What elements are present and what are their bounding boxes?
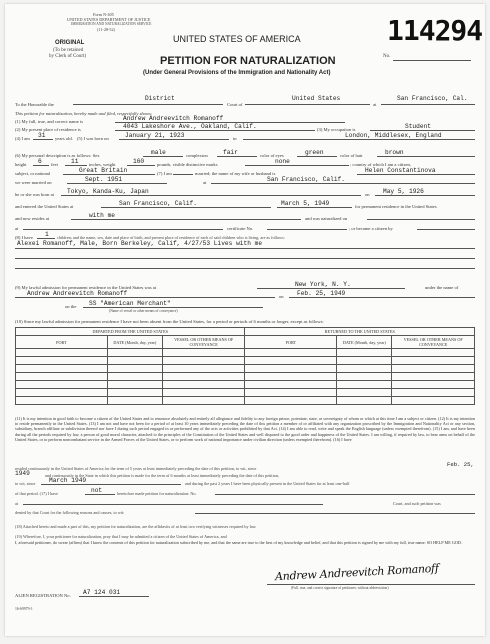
denied-text: denied by that Court for the following reasons and causes, to wit: [15, 510, 125, 515]
weight: 160 [133, 158, 145, 165]
resided-since: Feb. 25, [447, 461, 474, 468]
admission-name: Andrew Andreevitch Romanoff [27, 290, 128, 297]
alien-reg-number: A7 124 031 [83, 589, 121, 596]
spouse-at-label: at [15, 226, 19, 231]
children-label: (8) I have [15, 235, 33, 240]
table-row [16, 397, 475, 405]
entered-suffix: for permanent residence in the United States [355, 204, 437, 209]
spouse-born-label: he or she was born at [15, 192, 54, 197]
oath-text: I, aforesaid petitioner, do swear (affirm) that I know the contents of this petition for naturalization subscribed by me, and that the same are true to the best of my knowledge and belief, and that this petition is signed by me with my full, true name: SO HELP ME GOD. [15, 540, 462, 545]
stamp-number: 114294 [387, 14, 483, 47]
eyes-label: color of eyes [260, 153, 284, 158]
occupation: Student [405, 123, 431, 130]
inches-label: inches, weight [89, 162, 116, 167]
number-label: No. [383, 54, 391, 59]
form-date: (11-28-52) [97, 27, 115, 32]
hair-label: color of hair [340, 153, 363, 158]
height-inches: 11 [71, 158, 79, 165]
occupation-label: (3) My occupation is [317, 127, 356, 132]
field-1-label: (1) My full, true, and correct name is [15, 119, 83, 124]
distinctive-marks: none [275, 158, 290, 165]
petition-text: of that period. (17) I have [15, 491, 59, 496]
naturalized-label: and was naturalized on [305, 216, 348, 221]
field-2-label: (2) My present place of residence is [15, 127, 81, 132]
birth-date: January 21, 1923 [125, 132, 185, 139]
absence-label: (10) Since my lawful admission for permanent residence I have not been absent from the United States, for a period or periods of 6 months or longer, except as follows: [15, 319, 324, 324]
spouse-birthplace: Tokyo, Kanda-Ku, Japan [67, 188, 149, 195]
admission-name-label: under the name of [425, 285, 459, 290]
nationality: Great Britain [79, 167, 128, 174]
court-text: Court, and such petition was [393, 501, 441, 506]
vessel-label: on the [65, 304, 77, 309]
page-title: PETITION FOR NATURALIZATION [160, 55, 336, 67]
table-row [16, 389, 475, 397]
attached-text: (18) Attached hereto and made a part of this, my petition for naturalization, are the affidavits of at least two verifying witnesses required by law. [15, 524, 257, 529]
original-label: ORIGINAL [55, 40, 85, 46]
height-label: height [15, 162, 27, 167]
signature-caption: (Full, true, and correct signature of petitioner, without abbreviation) [291, 586, 389, 590]
weight-label: pounds, visible distinctive marks [157, 162, 218, 167]
col-port-departed: PORT [16, 336, 108, 349]
complexion-label: complexion [186, 153, 208, 158]
original-note-2: by Clerk of Court) [49, 54, 87, 59]
children-count: 1 [45, 231, 49, 238]
admission-date: Feb. 25, 1949 [297, 290, 346, 297]
petition-value: not [91, 487, 103, 494]
absence-table [15, 327, 475, 405]
table-row [16, 357, 475, 365]
admission-on-label: on [279, 294, 284, 299]
residence: 4043 Lakeshore Ave., Oakland, Calif. [123, 123, 257, 130]
spouse-name: Helen Constantinova [365, 167, 436, 174]
state-text: and continuously in the State in which this petition is made for the term of 6 months at least immediately preceding the date of this petition, [45, 473, 279, 478]
court-city: San Francisco, Cal. [397, 95, 468, 102]
table-row [16, 381, 475, 389]
born-label: (5) I was born on [77, 136, 109, 141]
alien-reg-label: ALIEN REGISTRATION No. [15, 593, 71, 598]
admission-place: New York, N. Y. [295, 281, 351, 288]
marriage-place: San Francisco, Calif. [267, 176, 345, 183]
state-since: March 1949 [49, 477, 87, 484]
admission-label: (9) My lawful admission for permanent residence in the United States was at [15, 285, 157, 290]
feet-label: feet [51, 162, 58, 167]
naturalization-petition [5, 4, 485, 636]
married-label: (7) I am [157, 171, 172, 176]
intro-text: This petition for naturalization, hereby made and filed, respectfully shows: [15, 111, 153, 116]
spouse-born-on-label: on [365, 192, 370, 197]
subject-label: subject, or national [15, 171, 51, 176]
certificate-label: certificate No. [227, 226, 254, 231]
vessel-name: SS "American Merchant" [89, 300, 171, 307]
physical-text: and during the past 2 years I have been physically present in the United States for at least one-half [185, 481, 350, 486]
birth-place: London, Middlesex, England [345, 132, 442, 139]
departed-header: DEPARTED FROM THE UNITED STATES [16, 328, 245, 336]
children-text: children; and the name, sex, date and place of birth, and present place of residence of each of said children who is living, are as follows: [57, 235, 285, 240]
col-date-returned: DATE (Month, day, year) [337, 336, 392, 349]
spouse-residence: with me [89, 212, 115, 219]
birth-in-label: in [233, 136, 237, 141]
hair-color: brown [385, 149, 404, 156]
table-row [16, 349, 475, 357]
returned-header: RETURNED TO THE UNITED STATES [245, 328, 475, 336]
spouse-birthdate: May 5, 1926 [383, 188, 424, 195]
resides-label: and now resides at [15, 216, 50, 221]
married-text: married; the name of my wife or husband is [195, 171, 276, 176]
department: UNITED STATES DEPARTMENT OF JUSTICE [67, 17, 151, 22]
petitioner-name: Andrew Andreevitch Romanoff [123, 115, 224, 122]
resided-year: 1949 [15, 470, 30, 477]
page-subtitle: (Under General Provisions of the Immigration and Nationality Act) [143, 70, 331, 76]
married-on-label: we were married on [15, 180, 52, 185]
resided-label: resided continuously in the United States of America for the term of 5 years at least immediately preceding the date of this petition, to wit, since [15, 466, 257, 471]
entered-label: and entered the United States at [15, 204, 74, 209]
vessel-note: (Name of vessel or other means of conveyance) [109, 309, 178, 313]
col-vessel-returned: VESSEL OR OTHER MEANS OF CONVEYANCE [392, 336, 475, 349]
entry-place: San Francisco, Calif. [119, 200, 197, 207]
citizen-by-label: ; or became a citizen by [349, 226, 393, 231]
eye-color: green [305, 149, 324, 156]
original-note-1: (To be retained [53, 48, 84, 53]
country-label: ; country of which I am a citizen, [350, 162, 411, 167]
col-vessel-departed: VESSEL OR OTHER MEANS OF CONVEYANCE [162, 336, 245, 349]
wit-label: to wit, since [15, 481, 36, 486]
height-feet: 6 [38, 158, 42, 165]
table-row [16, 373, 475, 381]
declaration-paragraph: (11) It is my intention in good faith to become a citizen of the United States and to renounce absolutely and entirely all allegiance and fidelity to any foreign prince, potentate, state, or sovereignty of whom or which at this time I am a subject or citizen. (12) It is my intention to reside permanently in the United States. (13) I am not and have not been for a period of at least 10 years immediately preceding the date of this petition a member of or affiliated with any organization proscribed by the Immigration and Nationality Act or any section, subsidiary, branch affiliate or subdivision thereof nor have I during such period engaged in or performed any of the acts or activities prohibited by that Act. (14) I am able to read, write and speak the English language (unless exempted therefrom). (15) I am, and have been during all the periods required by law, a person of good moral character, attached to the principles of the Constitution of the United States and well disposed to the good order and happiness of the United States. I am willing, if required by law, to bear arms on behalf of the United States, or to perform noncombatant service in the Armed Forces of the United States, or to perform work of national importance under civilian direction (unless exempted therefrom). (16) I have [15, 416, 475, 442]
to-label: To the Honorable the [15, 102, 54, 107]
years-label: years old. [55, 136, 73, 141]
footer-code: 16-69979-1 [15, 607, 33, 611]
table-row [16, 365, 475, 373]
age: 31 [38, 132, 46, 139]
wherefore-text: (19) Wherefore, I, your petitioner for naturalization, pray that I may be admitted a citizen of the United States of America, and [15, 534, 227, 539]
form-number: Form N-405 [93, 12, 114, 17]
field-4-label: (4) I am [15, 136, 30, 141]
sex: male [151, 149, 166, 156]
service: IMMIGRATION AND NATURALIZATION SERVICE [71, 22, 152, 26]
petition-suffix: heretofore made petition for naturalization: No. [117, 491, 197, 496]
court-at-label: at [15, 501, 19, 506]
col-date-departed: DATE (Month, day, year) [107, 336, 162, 349]
petitioner-signature: Andrew Andreevitch Romanoff [274, 561, 439, 584]
court-type: District [145, 95, 175, 102]
number-line [393, 60, 471, 61]
court-label: Court of [227, 102, 243, 107]
col-port-returned: PORT [245, 336, 337, 349]
marriage-date: Sept. 1951 [85, 176, 123, 183]
child-entry: Alexei Romanoff, Male, Born Berkeley, Calif, 4/27/53 Lives with me [17, 240, 263, 247]
at-label: at [373, 102, 377, 107]
entry-date: March 5, 1949 [281, 200, 330, 207]
country-heading: UNITED STATES OF AMERICA [173, 34, 301, 44]
complexion: fair [223, 149, 238, 156]
description-label: (6) My personal description is as follows: Sex [15, 153, 100, 158]
married-at-label: at [203, 180, 207, 185]
court-name: United States [292, 95, 341, 102]
